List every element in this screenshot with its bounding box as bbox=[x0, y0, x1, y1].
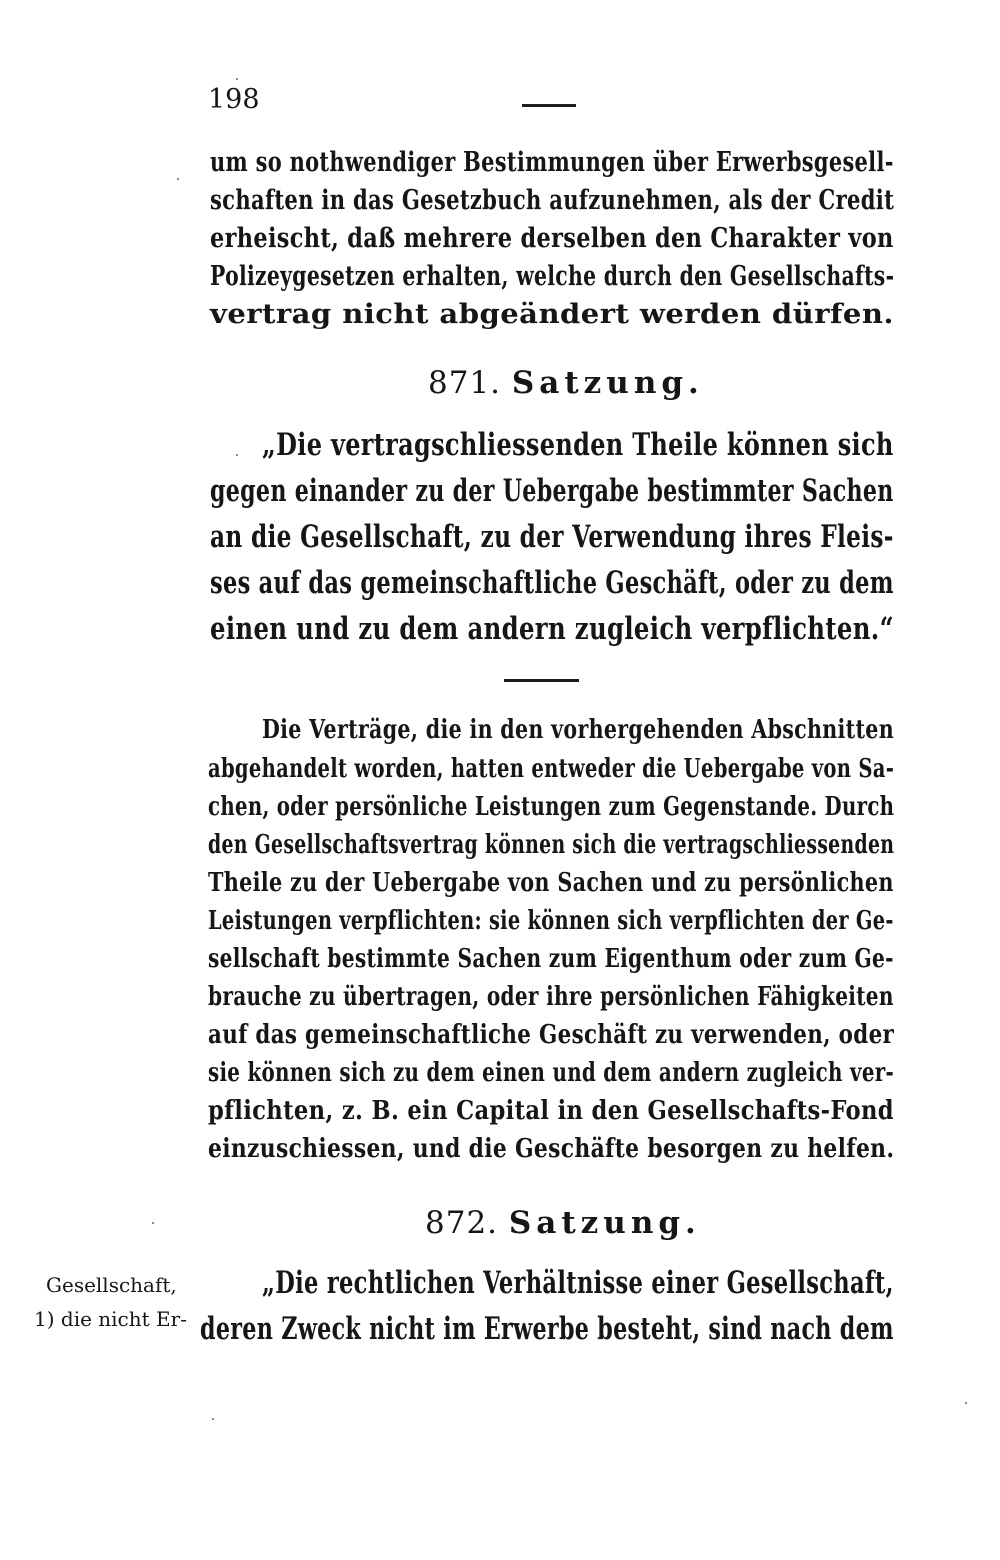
text-line: erheischt, daß mehrere derselben den Charakter von bbox=[210, 223, 894, 254]
text-line: einzuschiessen, und die Geschäfte besorgen zu helfen. bbox=[208, 1133, 895, 1164]
text-line: „Die rechtlichen Verhältnisse einer Gesellschaft, bbox=[262, 1265, 894, 1301]
section-title: Satzung. bbox=[508, 1205, 701, 1241]
text-line: sie können sich zu dem einen und dem andern zugleich ver- bbox=[208, 1057, 895, 1088]
text-line: deren Zweck nicht im Erwerbe besteht, sind nach dem bbox=[200, 1311, 894, 1347]
text-line: vertrag nicht abgeändert werden dürfen. bbox=[210, 299, 894, 330]
text-line: den Gesellschaftsvertrag können sich die vertragschliessenden bbox=[208, 829, 895, 860]
text-line: pflichten, z. B. ein Capital in den Gesellschafts-Fond bbox=[208, 1095, 894, 1126]
text-line: schaften in das Gesetzbuch aufzunehmen, als der Credit bbox=[210, 185, 895, 216]
section-title: Satzung. bbox=[511, 365, 704, 401]
text-line: Theile zu der Uebergabe von Sachen und zu persönlichen bbox=[208, 867, 894, 898]
print-speck bbox=[177, 178, 179, 180]
print-speck bbox=[236, 454, 238, 456]
text-line: ses auf das gemeinschaftliche Geschäft, oder zu dem bbox=[210, 565, 894, 601]
section-heading-871 bbox=[428, 365, 704, 401]
text-line: „Die vertragschliessenden Theile können sich bbox=[262, 427, 894, 463]
text-line: an die Gesellschaft, zu der Verwendung ihres Fleis- bbox=[210, 519, 894, 555]
text-line: brauche zu übertragen, oder ihre persönlichen Fähigkeiten bbox=[208, 981, 894, 1012]
print-speck bbox=[965, 1402, 967, 1404]
section-number: 872. bbox=[425, 1205, 499, 1241]
section-number: 871. bbox=[428, 365, 502, 401]
text-line: auf das gemeinschaftliche Geschäft zu verwenden, oder bbox=[208, 1019, 895, 1050]
text-line: sellschaft bestimmte Sachen zum Eigenthum oder zum Ge- bbox=[208, 943, 894, 974]
text-line: gegen einander zu der Uebergabe bestimmter Sachen bbox=[210, 473, 894, 509]
text-line: abgehandelt worden, hatten entweder die Uebergabe von Sa- bbox=[208, 753, 895, 784]
section-divider bbox=[504, 679, 579, 682]
header-rule bbox=[522, 104, 576, 107]
text-line: einen und zu dem andern zugleich verpflichten.“ bbox=[210, 611, 894, 647]
print-speck bbox=[236, 78, 238, 80]
text-line: Polizeygesetzen erhalten, welche durch den Gesellschafts- bbox=[210, 261, 895, 292]
text-line: Die Verträge, die in den vorhergehenden Abschnitten bbox=[262, 714, 894, 745]
section-heading-872 bbox=[425, 1205, 701, 1241]
margin-note: 1) die nicht Er- bbox=[34, 1307, 187, 1331]
text-line: um so nothwendiger Bestimmungen über Erwerbsgesell- bbox=[210, 147, 894, 178]
margin-note: Gesellschaft, bbox=[46, 1273, 177, 1297]
print-speck bbox=[152, 1222, 154, 1224]
print-speck bbox=[212, 1418, 214, 1420]
text-line: chen, oder persönliche Leistungen zum Gegenstande. Durch bbox=[208, 791, 895, 822]
text-line: Leistungen verpflichten: sie können sich verpflichten der Ge- bbox=[208, 905, 894, 936]
page-number: 198 bbox=[208, 84, 260, 115]
